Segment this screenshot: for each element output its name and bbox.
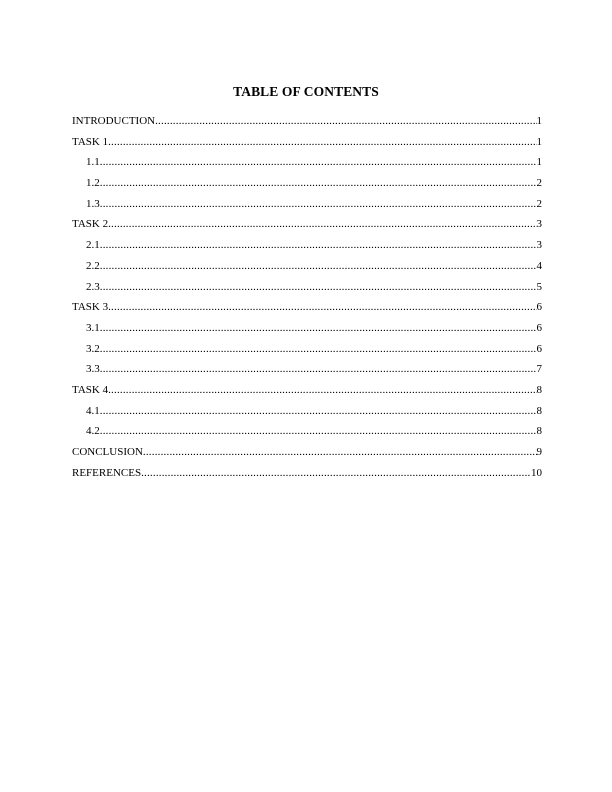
toc-entry-label: TASK 4: [72, 383, 109, 396]
toc-dot-leader: [108, 297, 536, 318]
toc-dot-leader: [100, 359, 537, 380]
toc-entry-label: TASK 3: [72, 301, 109, 314]
toc-dot-leader: [108, 380, 536, 401]
toc-entry-page: 7: [536, 363, 542, 376]
toc-entry-2-3[interactable]: [72, 277, 542, 298]
toc-entry-page: 2: [536, 197, 542, 210]
toc-dot-leader: [141, 463, 531, 484]
toc-dot-leader: [100, 173, 537, 194]
toc-entry-1-1[interactable]: [72, 152, 542, 173]
toc-entry-page: 1: [536, 135, 542, 148]
toc-entry-references[interactable]: [72, 463, 542, 484]
toc-entry-page: 9: [536, 446, 542, 458]
toc-entry-task-3[interactable]: [72, 297, 542, 318]
toc-dot-leader: [100, 235, 537, 256]
toc-entry-page: 8: [536, 404, 542, 417]
toc-entry-label: 4.1: [86, 404, 100, 417]
toc-dot-leader: [155, 111, 536, 132]
toc-entry-page: 1: [536, 115, 542, 127]
toc-entry-page: 6: [536, 342, 542, 355]
toc-entry-page: 1: [536, 156, 542, 169]
toc-entry-4-2[interactable]: [72, 421, 542, 442]
toc-entry-page: 6: [536, 301, 542, 314]
toc-entry-task-2[interactable]: [72, 214, 542, 235]
toc-dot-leader: [108, 132, 536, 153]
toc-entry-task-1[interactable]: [72, 132, 542, 153]
toc-entry-label: CONCLUSION: [72, 446, 143, 458]
toc-entry-3-1[interactable]: [72, 318, 542, 339]
toc-dot-leader: [100, 277, 537, 298]
toc-dot-leader: [100, 339, 537, 360]
toc-entry-1-3[interactable]: [72, 194, 542, 215]
toc-entry-label: 3.3: [86, 363, 100, 376]
toc-entry-label: 2.1: [86, 239, 100, 252]
toc-entry-1-2[interactable]: [72, 173, 542, 194]
toc-entry-page: 5: [536, 280, 542, 293]
toc-dot-leader: [108, 214, 536, 235]
toc-entry-4-1[interactable]: [72, 401, 542, 422]
toc-dot-leader: [100, 318, 537, 339]
toc-entry-2-2[interactable]: [72, 256, 542, 277]
toc-entry-page: 6: [536, 321, 542, 334]
toc-dot-leader: [100, 256, 537, 277]
toc-entry-page: 8: [536, 425, 542, 438]
toc-entry-introduction[interactable]: [72, 111, 542, 132]
toc-title: TABLE OF CONTENTS: [233, 84, 379, 99]
toc-entry-page: 3: [536, 218, 542, 231]
toc-dot-leader: [100, 421, 537, 442]
toc-entry-2-1[interactable]: [72, 235, 542, 256]
toc-entry-task-4[interactable]: [72, 380, 542, 401]
toc-entry-label: REFERENCES: [72, 466, 142, 479]
toc-entry-3-2[interactable]: [72, 339, 542, 360]
toc-entry-page: 3: [536, 239, 542, 252]
toc-entry-label: 4.2: [86, 425, 100, 438]
toc-list: [72, 111, 542, 483]
toc-entry-page: 4: [536, 259, 542, 272]
toc-entry-3-3[interactable]: [72, 359, 542, 380]
toc-entry-label: 2.2: [86, 259, 100, 272]
toc-entry-label: 1.2: [86, 177, 100, 190]
toc-entry-conclusion[interactable]: [72, 442, 542, 463]
toc-dot-leader: [100, 401, 537, 422]
toc-entry-label: 3.1: [86, 321, 100, 334]
toc-entry-page: 10: [531, 466, 542, 479]
toc-entry-page: 2: [536, 177, 542, 190]
toc-entry-label: 1.1: [86, 156, 100, 169]
toc-entry-label: 3.2: [86, 342, 100, 355]
toc-entry-label: TASK 2: [72, 218, 109, 231]
toc-entry-label: INTRODUCTION: [72, 115, 156, 127]
toc-dot-leader: [143, 442, 537, 463]
toc-dot-leader: [100, 152, 537, 173]
toc-entry-label: TASK 1: [72, 135, 109, 148]
toc-dot-leader: [100, 194, 537, 215]
toc-entry-page: 8: [536, 383, 542, 396]
toc-entry-label: 1.3: [86, 197, 100, 210]
toc-entry-label: 2.3: [86, 280, 100, 293]
